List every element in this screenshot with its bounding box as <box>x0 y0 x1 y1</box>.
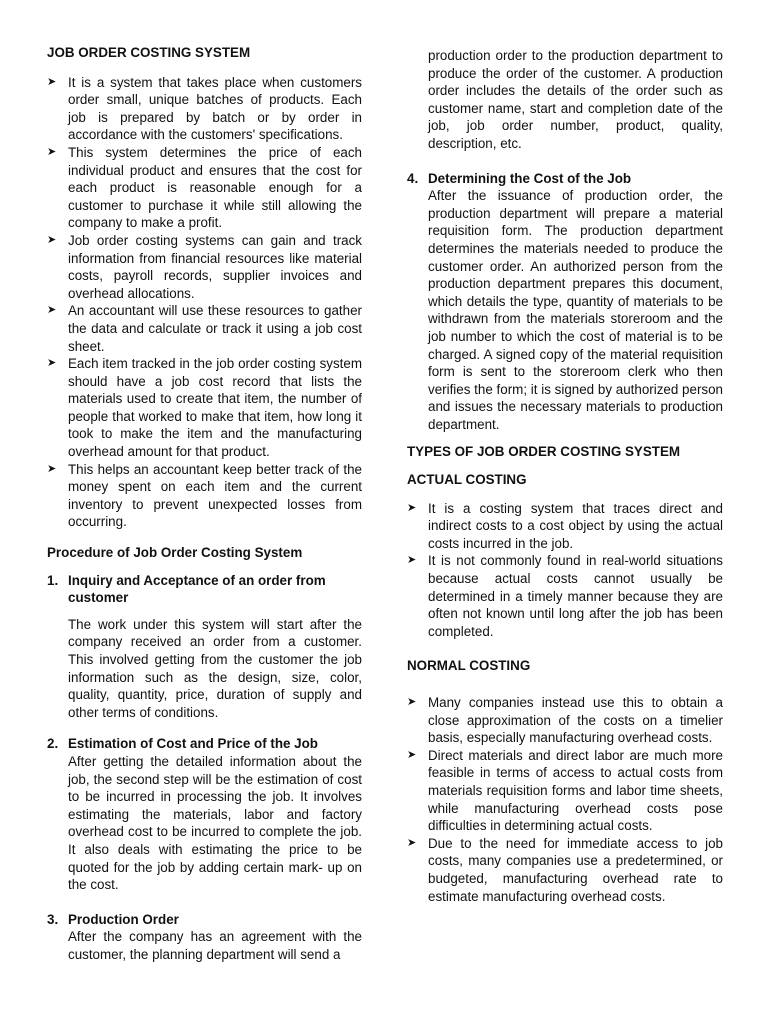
step-1-heading: 1. Inquiry and Acceptance of an order from customer <box>47 572 326 606</box>
arrow-bullet-icon: ➤ <box>47 357 57 370</box>
list-item: ➤ It is a system that takes place when customers order small, unique batches of products. Each job is prepared by batch or by order in accordance with the customers' specifications. <box>47 74 362 143</box>
list-item: ➤ It is a costing system that traces direct and indirect costs to a cost object by using the actual costs incurred in the job. <box>407 500 723 551</box>
list-item: ➤ It is not commonly found in real-world situations because actual costs cannot usually be determined in a timely manner because they are often not known until long after the job has been completed. <box>407 553 723 639</box>
arrow-bullet-icon: ➤ <box>407 748 417 761</box>
left-column <box>47 0 362 964</box>
arrow-bullet-icon: ➤ <box>407 836 417 849</box>
step-4-body: After the issuance of production order, the production department will prepare a material requisition form. The production department determines the materials needed to produce the customer order. An authorized person from the production department prepares this document, which details the type, quantity of materials to be withdrawn from the materials storeroom and the job number to which the cost of material is to be charged. A signed copy of the material requisition form is sent to the storeroom clerk who then verifies the form; it is signed by authorized person and issues the necessary materials to production department. <box>428 188 723 432</box>
normal-costing-heading: NORMAL COSTING <box>407 658 531 674</box>
arrow-bullet-icon: ➤ <box>47 462 57 475</box>
arrow-bullet-icon: ➤ <box>407 696 417 708</box>
step-2-heading: 2. Estimation of Cost and Price of the Job <box>47 736 318 752</box>
arrow-bullet-icon: ➤ <box>47 145 57 158</box>
step-3-continuation: production order to the production department to produce the order of the customer. A production order includes the details of the order such as customer name, start and completion date of the job, job order number, product, quality, description, etc. <box>428 48 723 151</box>
arrow-bullet-icon: ➤ <box>47 75 57 88</box>
list-item: ➤ This system determines the price of each individual product and ensures that the cost for each product is reasonable enough for a customer to purchase it while still allowing the company to make a profit. <box>47 144 362 231</box>
normal-costing-list <box>407 694 723 905</box>
procedure-heading: Procedure of Job Order Costing System <box>47 545 303 561</box>
intro-bullet-list <box>47 74 362 531</box>
list-item: ➤ Due to the need for immediate access to job costs, many companies use a predetermined, or budgeted, manufacturing overhead rate to estimate manufacturing overhead costs. <box>407 835 723 904</box>
step-3-heading: 3. Production Order <box>47 911 179 927</box>
actual-costing-list <box>407 500 723 641</box>
step-2-body: After getting the detailed information about the job, the second step will be the estimation of cost to be incurred in processing the job. It involves estimating the materials, labor and factory overhead cost to be incurred to complete the job. It also deals with estimating the price to be quoted for the job by adding certain mark- up on the cost. <box>68 753 362 893</box>
list-item: ➤ Direct materials and direct labor are much more feasible in terms of access to actual costs from materials requisition forms and labor time sheets, while manufacturing overhead costs pose difficulties in determining actual costs. <box>407 747 723 834</box>
step-1-body: The work under this system will start after the company received an order from a customer. This involved getting from the customer the job information such as the design, size, color, quality, quantity, price, duration of supply and other terms of conditions. <box>68 616 362 720</box>
arrow-bullet-icon: ➤ <box>407 554 417 567</box>
list-item: ➤ This helps an accountant keep better track of the money spent on each item and the current inventory to prevent unexpected losses from occurring. <box>47 461 362 530</box>
step-3-body: After the company has an agreement with the customer, the planning department will send a <box>68 929 362 962</box>
list-item: ➤ Many companies instead use this to obtain a close approximation of the costs on a timelier basis, especially manufacturing overhead costs. <box>407 695 723 746</box>
list-item: ➤ Each item tracked in the job order costing system should have a job cost record that lists the materials used to create that item, the number of people that worked to make that item, how long it took to make the item and the manufacturing overhead amount for that product. <box>47 356 362 460</box>
step-4-heading: 4. Determining the Cost of the Job <box>407 170 632 186</box>
arrow-bullet-icon: ➤ <box>47 304 57 317</box>
right-column <box>407 0 723 905</box>
arrow-bullet-icon: ➤ <box>47 233 57 246</box>
list-item: ➤ Job order costing systems can gain and track information from financial resources like material costs, payroll records, supplier invoices and overhead allocations. <box>47 232 362 301</box>
types-heading: TYPES OF JOB ORDER COSTING SYSTEM <box>407 444 681 460</box>
list-item: ➤ An accountant will use these resources to gather the data and calculate or track it using a job cost sheet. <box>47 303 362 354</box>
section-title-job-order-costing: JOB ORDER COSTING SYSTEM <box>47 45 251 60</box>
actual-costing-heading: ACTUAL COSTING <box>407 472 527 488</box>
arrow-bullet-icon: ➤ <box>407 501 417 514</box>
